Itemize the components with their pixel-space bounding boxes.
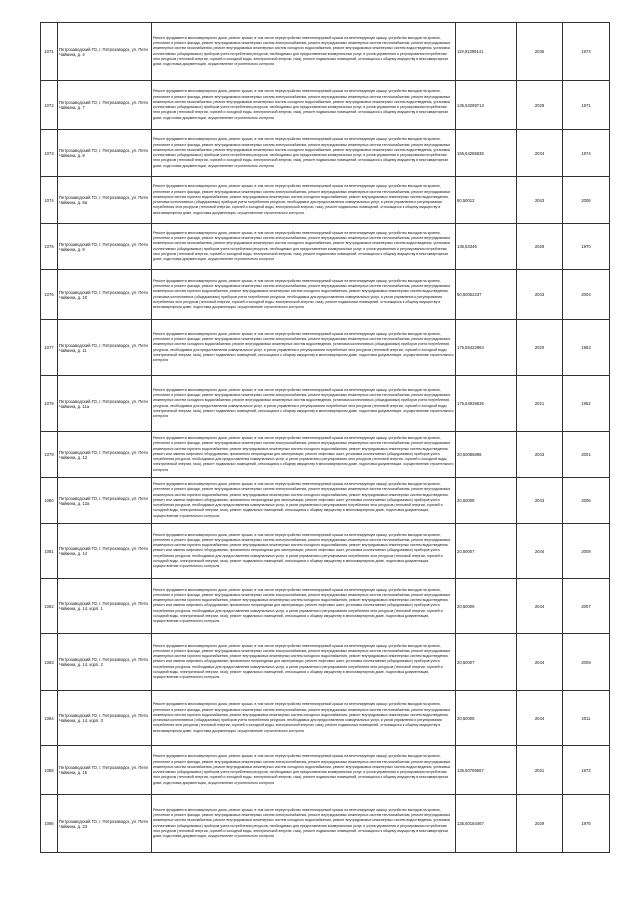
year-built: 1974: [563, 23, 610, 81]
year-built: 2006: [563, 177, 610, 224]
table-row: [41, 23, 610, 81]
table-row: [41, 130, 610, 177]
table-row: [41, 224, 610, 270]
table-row: [41, 795, 610, 853]
repair-works-list: Ремонт фундамента многоквартирного дома, ремонт крыши, в том числе переустройство невентилируемой крыши на вентилируемую крышу, устройство выходов на кровлю, утепление и ремонт фасада, ремонт внутридомовых инженерных систем электроснабжения, ремонт внутридомовых инженерных систем теплоснабжения, ремонт внутридомовых инженерных систем горячего водоснабжения, ремонт внутридомовых инженерных систем холодного водоснабжения, ремонт внутридомовых инженерных систем водоотведения, ремонт или замена лифтового оборудования, признанного непригодным для эксплуатации, ремонт лифтовых шахт, установка коллективных (общедомовых) приборов учета потребления ресурсов, необходимых для предоставления коммунальных услуг, и узлов управления и регулирования потребления этих ресурсов (тепловой энергии, горячей и холодной воды, электрической энергии, газа), ремонт подвальных помещений, относящихся к общему имуществу в многоквартирном доме, подготовка документации, осуществление строительного контроля: [152, 478, 456, 524]
repair-cost: 60,50012: [456, 177, 517, 224]
repair-works-list: Ремонт фундамента многоквартирного дома, ремонт крыши, в том числе переустройство невентилируемой крыши на вентилируемую крышу, устройство выходов на кровлю, утепление и ремонт фасада, ремонт внутридомовых инженерных систем электроснабжения, ремонт внутридомовых инженерных систем теплоснабжения, ремонт внутридомовых инженерных систем холодного водоснабжения, ремонт внутридомовых инженерных систем водоотведения, установка коллективных (общедомовых) приборов учета потребления ресурсов, необходимых для предоставления коммунальных услуг, и узлов управления и регулирования потребления этих ресурсов (тепловой энергии, горячей и холодной воды, электрической энергии, газа), ремонт подвальных помещений, относящихся к общему имуществу в многоквартирном доме, подготовка документации, осуществление строительного контроля: [152, 320, 456, 376]
row-number: 1081: [41, 524, 58, 579]
house-address: Петрозаводский ГО, г. Петрозаводск, ул. Пети Чайкина, д. 7: [58, 81, 152, 130]
row-number: 1076: [41, 270, 58, 320]
repair-cost: 135,50184467: [456, 795, 517, 853]
table-row: [41, 634, 610, 691]
row-number: 1084: [41, 691, 58, 746]
year-built: 1971: [563, 81, 610, 130]
house-address: Петрозаводский ГО, г. Петрозаводск, ул. Пети Чайкина, д. 15: [58, 746, 152, 795]
repair-works-list: Ремонт фундамента многоквартирного дома, ремонт крыши, в том числе переустройство невентилируемой крыши на вентилируемую крышу, устройство выходов на кровлю, утепление и ремонт фасада, ремонт внутридомовых инженерных систем электроснабжения, ремонт внутридомовых инженерных систем теплоснабжения, ремонт внутридомовых инженерных систем горячего водоснабжения, ремонт внутридомовых инженерных систем холодного водоснабжения, ремонт внутридомовых инженерных систем водоотведения, установка коллективных (общедомовых) приборов учета потребления ресурсов, необходимых для предоставления коммунальных услуг, и узлов управления и регулирования потребления этих ресурсов (тепловой энергии, горячей и холодной воды, электрической энергии, газа), ремонт подвальных помещений, относящихся к общему имуществу в многоквартирном доме, подготовка документации, осуществление строительного контроля: [152, 691, 456, 746]
house-address: Петрозаводский ГО, г. Петрозаводск, ул. Пети Чайкина, д. 14: [58, 524, 152, 579]
planned-repair-year: 2044: [517, 524, 563, 579]
row-number: 1080: [41, 478, 58, 524]
year-built: 1974: [563, 130, 610, 177]
year-built: 2006: [563, 478, 610, 524]
table-row: [41, 579, 610, 634]
repair-cost: 135,50789567: [456, 746, 517, 795]
row-number: 1079: [41, 432, 58, 478]
planned-repair-year: 2029: [517, 81, 563, 130]
house-address: Петрозаводский ГО, г. Петрозаводск, ул. Пети Чайкина, д. 9: [58, 224, 152, 270]
repair-cost: 135,53346: [456, 224, 517, 270]
repair-cost: 119,91399141: [456, 23, 517, 81]
row-number: 1085: [41, 746, 58, 795]
house-address: Петрозаводский ГО, г. Петрозаводск, ул. Пети Чайкина, д. 23: [58, 795, 152, 853]
row-number: 1075: [41, 224, 58, 270]
year-built: 2007: [563, 579, 610, 634]
house-address: Петрозаводский ГО, г. Петрозаводск, ул. Пети Чайкина, д. 8а: [58, 177, 152, 224]
row-number: 1074: [41, 177, 58, 224]
row-number: 1072: [41, 81, 58, 130]
house-address: Петрозаводский ГО, г. Петрозаводск, ул. Пети Чайкина, д. 12: [58, 432, 152, 478]
repair-works-list: Ремонт фундамента многоквартирного дома, ремонт крыши, в том числе переустройство невентилируемой крыши на вентилируемую крышу, устройство выходов на кровлю, утепление и ремонт фасада, ремонт внутридомовых инженерных систем электроснабжения, ремонт внутридомовых инженерных систем теплоснабжения, ремонт внутридомовых инженерных систем газоснабжения, ремонт внутридомовых инженерных систем холодного водоснабжения, ремонт внутридомовых инженерных систем водоотведения, установка коллективных (общедомовых) приборов учета потребления ресурсов, необходимых для предоставления коммунальных услуг, и узлов управления и регулирования потребления этих ресурсов (тепловой энергии, горячей и холодной воды, электрической энергии, газа), ремонт подвальных помещений, относящихся к общему имуществу в многоквартирном доме, подготовка документации, осуществление строительного контроля: [152, 224, 456, 270]
planned-repair-year: 2043: [517, 478, 563, 524]
house-address: Петрозаводский ГО, г. Петрозаводск, ул. Пети Чайкина, д. 11а: [58, 376, 152, 432]
year-built: 1970: [563, 224, 610, 270]
table-row: [41, 270, 610, 320]
planned-repair-year: 2034: [517, 130, 563, 177]
repair-cost: 20,50086898: [456, 432, 517, 478]
row-number: 1083: [41, 634, 58, 691]
row-number: 1073: [41, 130, 58, 177]
repair-works-list: Ремонт фундамента многоквартирного дома, ремонт крыши, в том числе переустройство невентилируемой крыши на вентилируемую крышу, устройство выходов на кровлю, утепление и ремонт фасада, ремонт внутридомовых инженерных систем электроснабжения, ремонт внутридомовых инженерных систем теплоснабжения, ремонт внутридомовых инженерных систем газоснабжения, ремонт внутридомовых инженерных систем холодного водоснабжения, ремонт внутридомовых инженерных систем водоотведения, установка коллективных (общедомовых) приборов учета потребления ресурсов, необходимых для предоставления коммунальных услуг, и узлов управления и регулирования потребления этих ресурсов (тепловой энергии, горячей и холодной воды, электрической энергии, газа), ремонт подвальных помещений, относящихся к общему имуществу в многоквартирном доме, подготовка документации, осуществление строительного контроля: [152, 795, 456, 853]
year-built: 1972: [563, 746, 610, 795]
repair-works-list: Ремонт фундамента многоквартирного дома, ремонт крыши, в том числе переустройство невентилируемой крыши на вентилируемую крышу, устройство выходов на кровлю, утепление и ремонт фасада, ремонт внутридомовых инженерных систем электроснабжения, ремонт внутридомовых инженерных систем теплоснабжения, ремонт внутридомовых инженерных систем горячего водоснабжения, ремонт внутридомовых инженерных систем холодного водоснабжения, ремонт внутридомовых инженерных систем водоотведения, ремонт или замена лифтового оборудования, признанного непригодным для эксплуатации, ремонт лифтовых шахт, установка коллективных (общедомовых) приборов учета потребления ресурсов, необходимых для предоставления коммунальных услуг, и узлов управления и регулирования потребления этих ресурсов (тепловой энергии, горячей и холодной воды, электрической энергии, газа), ремонт подвальных помещений, относящихся к общему имуществу в многоквартирном доме, подготовка документации, осуществление строительного контроля: [152, 579, 456, 634]
year-built: 2001: [563, 432, 610, 478]
table-row: [41, 524, 610, 579]
planned-repair-year: 2044: [517, 634, 563, 691]
repair-works-list: Ремонт фундамента многоквартирного дома, ремонт крыши, в том числе переустройство невентилируемой крыши на вентилируемую крышу, устройство выходов на кровлю, утепление и ремонт фасада, ремонт внутридомовых инженерных систем электроснабжения, ремонт внутридомовых инженерных систем теплоснабжения, ремонт внутридомовых инженерных систем газоснабжения, ремонт внутридомовых инженерных систем холодного водоснабжения, ремонт внутридомовых инженерных систем водоотведения, установка коллективных (общедомовых) приборов учета потребления ресурсов, необходимых для предоставления коммунальных услуг, и узлов управления и регулирования потребления этих ресурсов (тепловой энергии, горячей и холодной воды, электрической энергии, газа), ремонт подвальных помещений, относящихся к общему имуществу в многоквартирном доме, подготовка документации, осуществление строительного контроля: [152, 81, 456, 130]
row-number: 1078: [41, 376, 58, 432]
house-address: Петрозаводский ГО, г. Петрозаводск, ул. Пети Чайкина, д. 10: [58, 270, 152, 320]
planned-repair-year: 2029: [517, 795, 563, 853]
repair-cost: 20,50005: [456, 691, 517, 746]
house-address: Петрозаводский ГО, г. Петрозаводск, ул. Пети Чайкина, д. 14, корп. 2: [58, 634, 152, 691]
house-address: Петрозаводский ГО, г. Петрозаводск, ул. Пети Чайкина, д. 14, корп. 1: [58, 579, 152, 634]
planned-repair-year: 2044: [517, 579, 563, 634]
capital-repair-registry-table: [40, 22, 610, 853]
planned-repair-year: 2029: [517, 224, 563, 270]
row-number: 1071: [41, 23, 58, 81]
planned-repair-year: 2043: [517, 270, 563, 320]
house-address: Петрозаводский ГО, г. Петрозаводск, ул. Пети Чайкина, д. 4: [58, 23, 152, 81]
table-row: [41, 81, 610, 130]
repair-works-list: Ремонт фундамента многоквартирного дома, ремонт крыши, в том числе переустройство невентилируемой крыши на вентилируемую крышу, устройство выходов на кровлю, утепление и ремонт фасада, ремонт внутридомовых инженерных систем электроснабжения, ремонт внутридомовых инженерных систем теплоснабжения, ремонт внутридомовых инженерных систем горячего водоснабжения, ремонт внутридомовых инженерных систем холодного водоснабжения, ремонт внутридомовых инженерных систем водоотведения, ремонт или замена лифтового оборудования, признанного непригодным для эксплуатации, ремонт лифтовых шахт, установка коллективных (общедомовых) приборов учета потребления ресурсов, необходимых для предоставления коммунальных услуг, и узлов управления и регулирования потребления этих ресурсов (тепловой энергии, горячей и холодной воды, электрической энергии, газа), ремонт подвальных помещений, относящихся к общему имуществу в многоквартирном доме, подготовка документации, осуществление строительного контроля: [152, 634, 456, 691]
row-number: 1082: [41, 579, 58, 634]
table-row: [41, 432, 610, 478]
planned-repair-year: 2043: [517, 177, 563, 224]
row-number: 1077: [41, 320, 58, 376]
repair-works-list: Ремонт фундамента многоквартирного дома, ремонт крыши, в том числе переустройство невентилируемой крыши на вентилируемую крышу, устройство выходов на кровлю, утепление и ремонт фасада, ремонт внутридомовых инженерных систем электроснабжения, ремонт внутридомовых инженерных систем теплоснабжения, ремонт внутридомовых инженерных систем горячего водоснабжения, ремонт внутридомовых инженерных систем холодного водоснабжения, ремонт внутридомовых инженерных систем водоотведения, ремонт или замена лифтового оборудования, признанного непригодным для эксплуатации, ремонт лифтовых шахт, установка коллективных (общедомовых) приборов учета потребления ресурсов, необходимых для предоставления коммунальных услуг, и узлов управления и регулирования этих ресурсов (тепловой энергии, горячей и холодной воды, электрической энергии, газа), ремонт подвальных помещений, относящихся к общему имуществу в многоквартирном доме, подготовка документации, осуществление строительного контроля: [152, 432, 456, 478]
year-built: 2009: [563, 524, 610, 579]
repair-works-list: Ремонт фундамента многоквартирного дома, ремонт крыши, в том числе переустройство невентилируемой крыши на вентилируемую крышу, устройство выходов на кровлю, утепление и ремонт фасада, ремонт внутридомовых инженерных систем электроснабжения, ремонт внутридомовых инженерных систем теплоснабжения, ремонт внутридомовых инженерных систем холодного водоснабжения, ремонт внутридомовых инженерных систем водоотведения, установка коллективных (общедомовых) приборов учета потребления ресурсов, необходимых для предоставления коммунальных услуг, и узлов управления и регулирования потребления этих ресурсов (тепловой энергии, горячей и холодной воды, электрической энергии, газа), ремонт подвальных помещений, относящихся к общему имуществу в многоквартирном доме, подготовка документации, осуществление строительного контроля: [152, 376, 456, 432]
document-page: [40, 22, 609, 853]
house-address: Петрозаводский ГО, г. Петрозаводск, ул. Пети Чайкина, д. 12а: [58, 478, 152, 524]
row-number: 1086: [41, 795, 58, 853]
year-built: 2004: [563, 270, 610, 320]
repair-cost: 175,55422964: [456, 320, 517, 376]
repair-works-list: Ремонт фундамента многоквартирного дома, ремонт крыши, в том числе переустройство невентилируемой крыши на вентилируемую крышу, устройство выходов на кровлю, утепление и ремонт фасада, ремонт внутридомовых инженерных систем электроснабжения, ремонт внутридомовых инженерных систем теплоснабжения, ремонт внутридомовых инженерных систем горячего водоснабжения, ремонт внутридомовых инженерных систем холодного водоснабжения, ремонт внутридомовых инженерных систем водоотведения, установка коллективных (общедомовых) приборов учета потребления ресурсов, необходимых для предоставления коммунальных услуг, и узлов управления и регулирования потребления этих ресурсов (тепловой энергии, горячей и холодной воды, электрической энергии, газа), ремонт подвальных помещений, относящихся к общему имуществу в многоквартирном доме, подготовка документации, осуществление строительного контроля: [152, 177, 456, 224]
repair-works-list: Ремонт фундамента многоквартирного дома, ремонт крыши, в том числе переустройство невентилируемой крыши на вентилируемую крышу, устройство выходов на кровлю, утепление и ремонт фасада, ремонт внутридомовых инженерных систем электроснабжения, ремонт внутридомовых инженерных систем теплоснабжения, ремонт внутридомовых инженерных систем горячего водоснабжения, ремонт внутридомовых инженерных систем холодного водоснабжения, ремонт внутридомовых инженерных систем водоотведения, установка коллективных (общедомовых) приборов учета потребления ресурсов, необходимых для предоставления коммунальных услуг, и узлов управления и регулирования потребления этих ресурсов (тепловой энергии, горячей и холодной воды, электрической энергии, газа), ремонт подвальных помещений, относящихся к общему имуществу в многоквартирном доме, подготовка документации, осуществление строительного контроля: [152, 270, 456, 320]
planned-repair-year: 2035: [517, 23, 563, 81]
repair-cost: 135,53289713: [456, 81, 517, 130]
table-row: [41, 691, 610, 746]
year-built: 1952: [563, 376, 610, 432]
house-address: Петрозаводский ГО, г. Петрозаводск, ул. Пети Чайкина, д. 8: [58, 130, 152, 177]
house-address: Петрозаводский ГО, г. Петрозаводск, ул. Пети Чайкина, д. 14, корп. 3: [58, 691, 152, 746]
table-row: [41, 478, 610, 524]
table-row: [41, 177, 610, 224]
repair-works-list: Ремонт фундамента многоквартирного дома, ремонт крыши, в том числе переустройство невентилируемой крыши на вентилируемую крышу, устройство выходов на кровлю, утепление и ремонт фасада, ремонт внутридомовых инженерных систем электроснабжения, ремонт внутридомовых инженерных систем теплоснабжения, ремонт внутридомовых инженерных систем газоснабжения, ремонт внутридомовых инженерных систем холодного водоснабжения, ремонт внутридомовых инженерных систем водоотведения, установка коллективных (общедомовых) приборов учета потребления ресурсов, необходимых для предоставления коммунальных услуг, и узлов управления и регулирования потребления этих ресурсов (тепловой энергии, горячей и холодной воды, электрической энергии, газа), ремонт подвальных помещений, относящихся к общему имуществу в многоквартирном доме, подготовка документации, осуществление строительного контроля: [152, 130, 456, 177]
table-row: [41, 376, 610, 432]
repair-cost: 20,50008: [456, 478, 517, 524]
year-built: 1976: [563, 795, 610, 853]
repair-cost: 60,50052237: [456, 270, 517, 320]
registry-table-body: [41, 23, 610, 853]
table-row: [41, 746, 610, 795]
house-address: Петрозаводский ГО, г. Петрозаводск, ул. Пети Чайкина, д. 11: [58, 320, 152, 376]
repair-works-list: Ремонт фундамента многоквартирного дома, ремонт крыши, в том числе переустройство невентилируемой крыши на вентилируемую крышу, устройство выходов на кровлю, утепление и ремонт фасада, ремонт внутридомовых инженерных систем электроснабжения, ремонт внутридомовых инженерных систем теплоснабжения, ремонт внутридомовых инженерных систем горячего водоснабжения, ремонт внутридомовых инженерных систем холодного водоснабжения, ремонт внутридомовых инженерных систем водоотведения, ремонт или замена лифтового оборудования, признанного непригодным для эксплуатации, ремонт лифтовых шахт, установка коллективных (общедомовых) приборов учета потребления ресурсов, необходимых для предоставления коммунальных услуг, и узлов управления и регулирования потребления этих ресурсов (тепловой энергии, горячей и холодной воды, электрической энергии, газа), ремонт подвальных помещений, относящихся к общему имуществу в многоквартирном доме, подготовка документации, осуществление строительного контроля: [152, 524, 456, 579]
repair-cost: 155,64286636: [456, 130, 517, 177]
repair-cost: 20,50007: [456, 524, 517, 579]
repair-works-list: Ремонт фундамента многоквартирного дома, ремонт крыши, в том числе переустройство невентилируемой крыши на вентилируемую крышу, устройство выходов на кровлю, утепление и ремонт фасада, ремонт внутридомовых инженерных систем электроснабжения, ремонт внутридомовых инженерных систем теплоснабжения, ремонт внутридомовых инженерных систем газоснабжения, ремонт внутридомовых инженерных систем холодного водоснабжения, ремонт внутридомовых инженерных систем водоотведения, установка коллективных (общедомовых) приборов учета потребления ресурсов, необходимых для предоставления коммунальных услуг, и узлов управления и регулирования потребления этих ресурсов (тепловой энергии, горячей и холодной воды, электрической энергии, газа), ремонт подвальных помещений, относящихся к общему имуществу в многоквартирном доме, подготовка документации, осуществление строительного контроля: [152, 746, 456, 795]
repair-cost: 20,50009: [456, 579, 517, 634]
planned-repair-year: 2043: [517, 432, 563, 478]
planned-repair-year: 2021: [517, 376, 563, 432]
planned-repair-year: 2031: [517, 746, 563, 795]
repair-cost: 175,54928636: [456, 376, 517, 432]
year-built: 1953: [563, 320, 610, 376]
repair-works-list: Ремонт фундамента многоквартирного дома, ремонт крыши, в том числе переустройство невентилируемой крыши на вентилируемую крышу, устройство выходов на кровлю, утепление и ремонт фасада, ремонт внутридомовых инженерных систем электроснабжения, ремонт внутридомовых инженерных систем теплоснабжения, ремонт внутридомовых инженерных систем газоснабжения, ремонт внутридомовых инженерных систем холодного водоснабжения, ремонт внутридомовых инженерных систем водоотведения, установка коллективных (общедомовых) приборов учета потребления ресурсов, необходимых для предоставления коммунальных услуг, и узлов управления и регулирования потребления этих ресурсов (тепловой энергии, горячей и холодной воды, электрической энергии, газа), ремонт подвальных помещений, относящихся к общему имуществу в многоквартирном доме, подготовка документации, осуществление строительного контроля: [152, 23, 456, 81]
year-built: 2011: [563, 691, 610, 746]
table-row: [41, 320, 610, 376]
planned-repair-year: 2044: [517, 691, 563, 746]
repair-cost: 20,50007: [456, 634, 517, 691]
year-built: 2009: [563, 634, 610, 691]
planned-repair-year: 2020: [517, 320, 563, 376]
